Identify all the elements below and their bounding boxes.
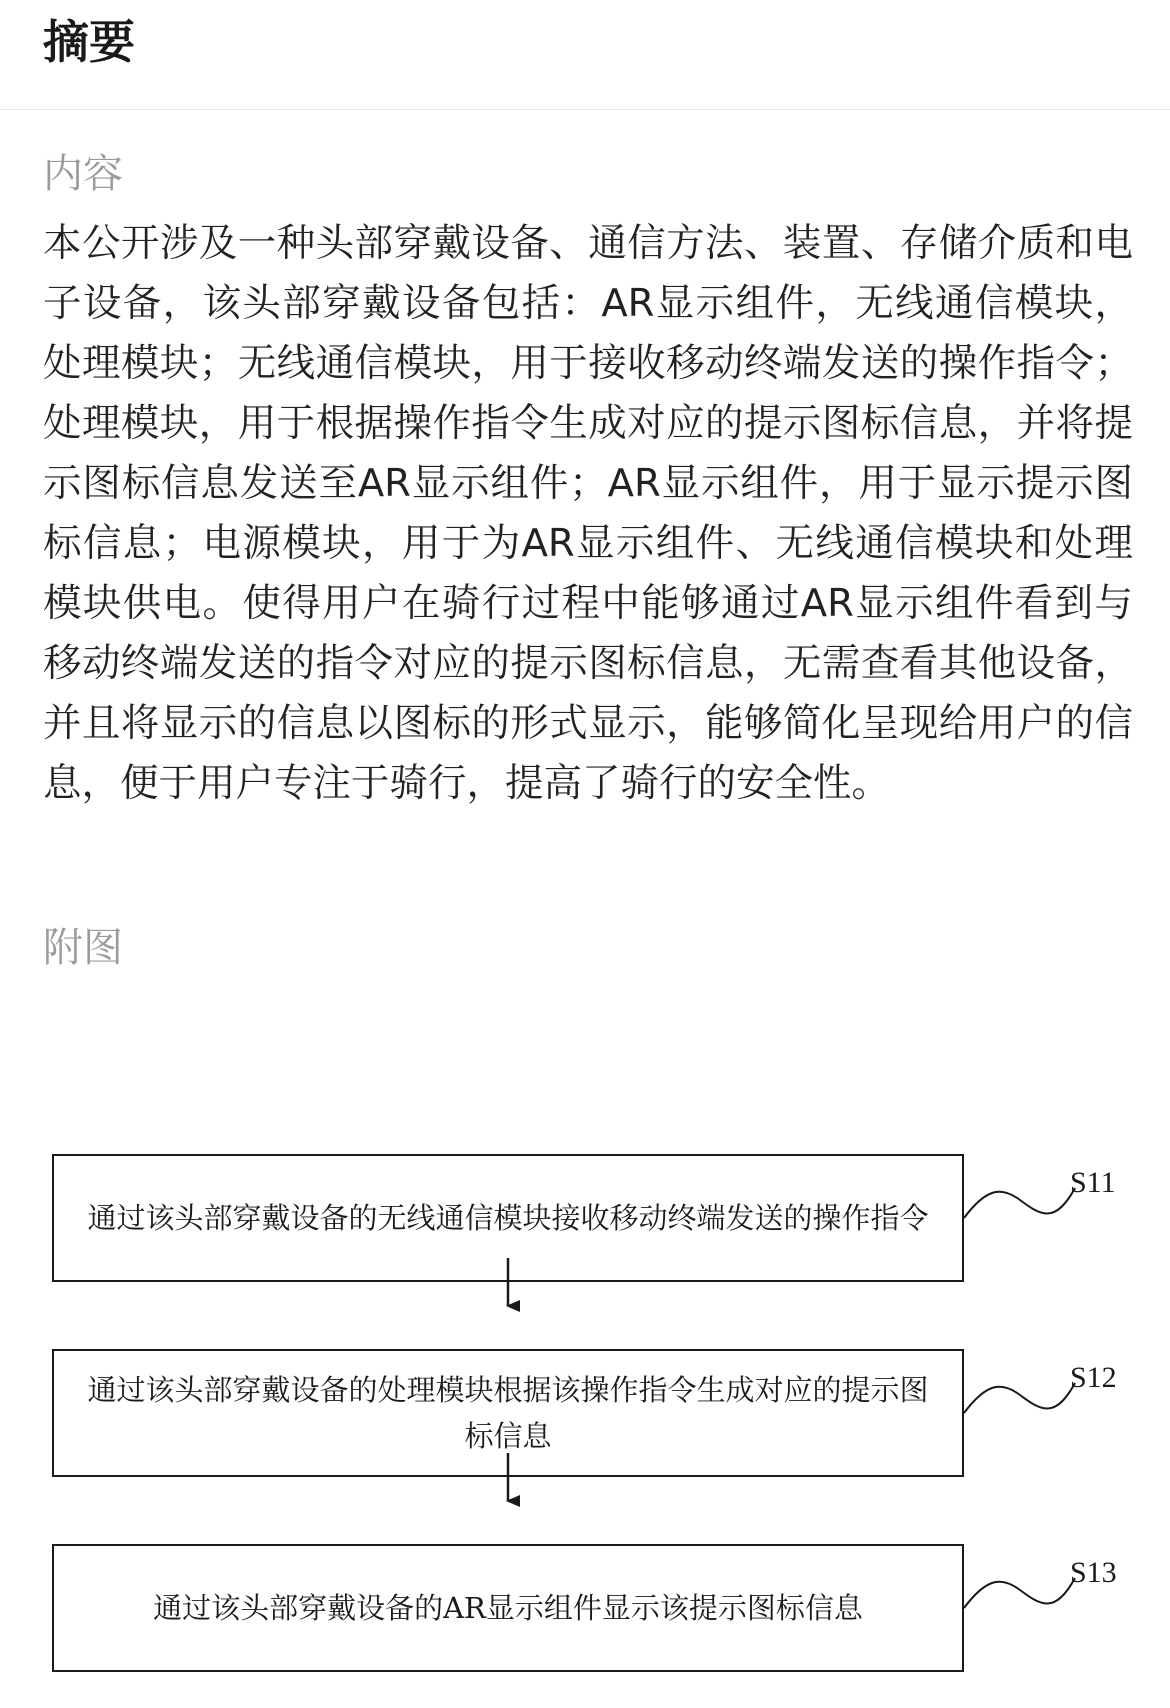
step-box-s13: [52, 1544, 964, 1672]
leader-s13: [964, 1578, 1075, 1608]
step-text-s12: 通过该头部穿戴设备的处理模块根据该操作指令生成对应的提示图标信息: [87, 1373, 929, 1453]
content-section-label: 内容: [43, 151, 123, 197]
step-text-s11: 通过该头部穿戴设备的无线通信模块接收移动终端发送的操作指令: [87, 1201, 929, 1235]
step-id-s11: S11: [1070, 1166, 1116, 1199]
page-header: [0, 0, 1170, 110]
flowchart-figure: [0, 1130, 1170, 1700]
page-title: 摘要: [43, 15, 135, 69]
leader-s11: [964, 1188, 1075, 1218]
step-id-s13: S13: [1070, 1556, 1117, 1589]
leader-s12: [964, 1383, 1075, 1413]
abstract-text: 本公开涉及一种头部穿戴设备、通信方法、装置、存储介质和电子设备，该头部穿戴设备包括：AR显示组件，无线通信模块，处理模块；无线通信模块，用于接收移动终端发送的操作指令；处理模块，用于根据操作指令生成对应的提示图标信息，并将提示图标信息发送至AR显示组件；AR显示组件，用于显示提示图标信息；电源模块，用于为AR显示组件、无线通信模块和处理模块供电。使得用户在骑行过程中能够通过AR显示组件看到与移动终端发送的指令对应的提示图标信息，无需查看其他设备，并且将显示的信息以图标的形式显示，能够简化呈现给用户的信息，便于用户专注于骑行，提高了骑行的安全性。: [43, 221, 1133, 806]
figure-section-label: 附图: [43, 925, 123, 971]
step-box-s12: [52, 1349, 964, 1477]
step-id-s12: S12: [1070, 1361, 1117, 1394]
step-text-s13: 通过该头部穿戴设备的AR显示组件显示该提示图标信息: [153, 1591, 863, 1625]
step-box-s11: [52, 1154, 964, 1282]
